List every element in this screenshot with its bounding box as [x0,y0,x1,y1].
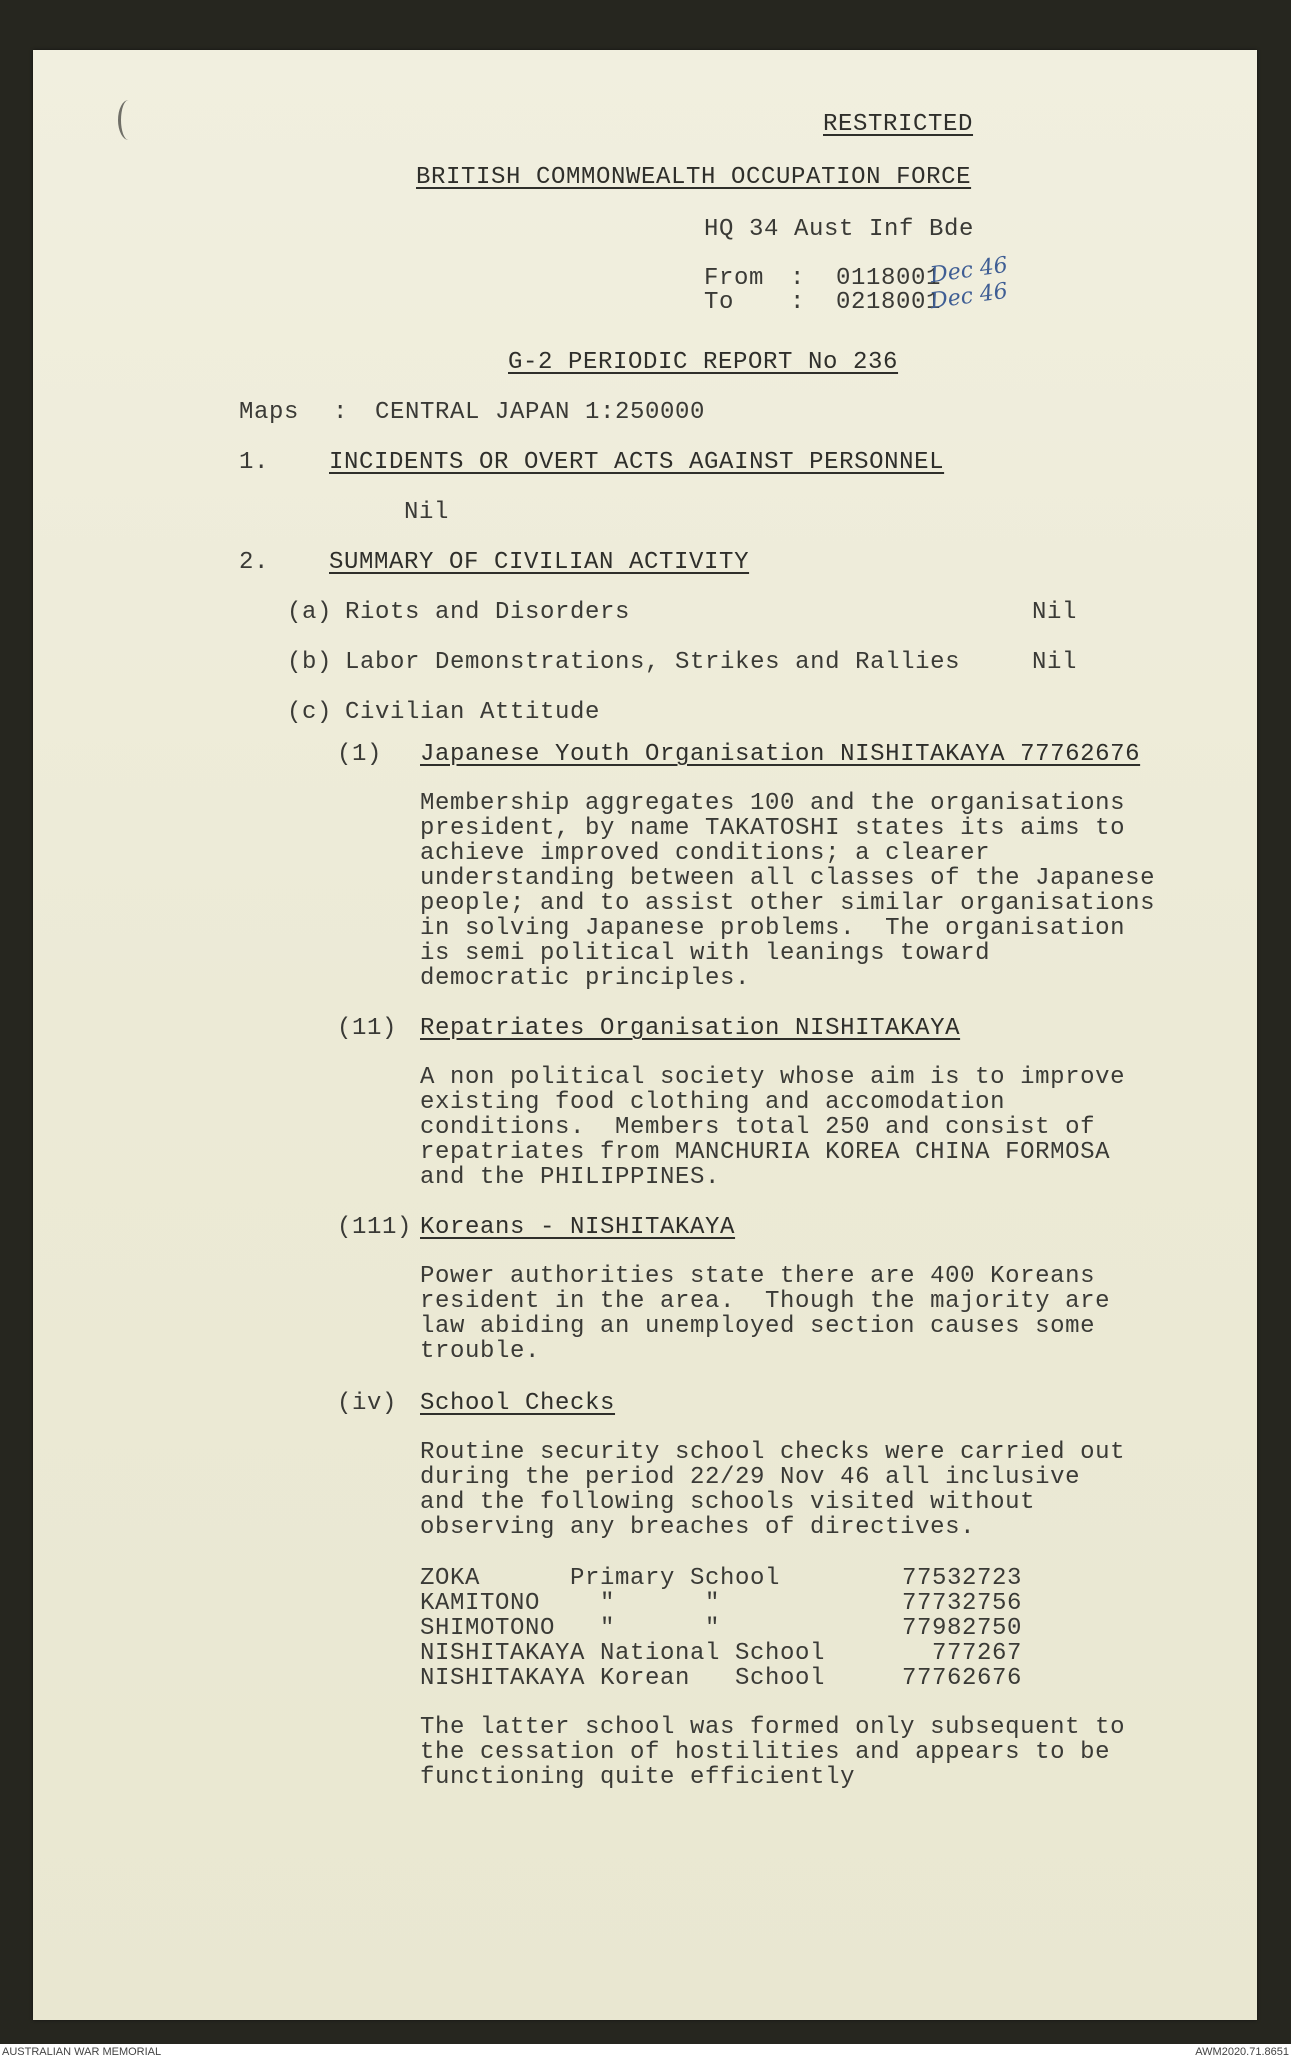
school-name: ZOKA Primary School [420,1565,781,1592]
school-grid-ref: 77982750 [901,1615,1022,1642]
to-label: To [704,289,735,316]
subitem-heading: Koreans - NISHITAKAYA [420,1214,736,1241]
to-handwritten-date: Dec 46 [928,278,1010,315]
item-b-value: Nil [1032,649,1078,676]
paragraph-line: Power authorities state there are 400 Koreans [420,1263,1096,1290]
paragraph-line: is semi political with leanings toward [420,940,991,967]
subitem-heading: Repatriates Organisation NISHITAKAYA [420,1015,961,1042]
item-c-label: (c) [287,699,333,726]
school-grid-ref: 77532723 [901,1565,1022,1592]
section-2-heading: SUMMARY OF CIVILIAN ACTIVITY [329,549,750,576]
item-b-text: Labor Demonstrations, Strikes and Rallies [345,649,961,676]
paragraph-line: achieve improved conditions; a clearer [420,840,991,867]
paragraph-line: president, by name TAKATOSHI states its aims to [420,815,1126,842]
item-b-label: (b) [287,649,333,676]
school-name: KAMITONO " " [420,1590,721,1617]
subitem-label: (1) [337,741,383,768]
to-colon: : [790,289,806,316]
footer-bar [0,2044,1291,2061]
paragraph-line: understanding between all classes of the Japanese [420,865,1156,892]
closing-line: the cessation of hostilities and appears to be [420,1739,1111,1766]
school-grid-ref: 77732756 [901,1590,1022,1617]
from-colon: : [790,265,806,292]
from-value: 0118001 [836,265,942,292]
item-c-text: Civilian Attitude [345,699,601,726]
maps-colon: : [333,399,349,426]
section-1-number: 1. [239,449,270,476]
item-a-text: Riots and Disorders [345,599,631,626]
item-a-value: Nil [1032,599,1078,626]
subitem-label: (iv) [337,1390,398,1417]
section-1-heading: INCIDENTS OR OVERT ACTS AGAINST PERSONNEL [329,449,945,476]
maps-label: Maps [239,399,300,426]
school-name: NISHITAKAYA Korean School [420,1665,826,1692]
from-handwritten-date: Dec 46 [928,252,1010,289]
paragraph-line: Membership aggregates 100 and the organisations [420,790,1126,817]
maps-value: CENTRAL JAPAN 1:250000 [375,399,706,426]
paragraph-line: resident in the area. Though the majority are [420,1288,1111,1315]
subitem-heading: School Checks [420,1390,616,1417]
classification: RESTRICTED [823,111,974,138]
paragraph-line: existing food clothing and accomodation [420,1089,1006,1116]
item-a-label: (a) [287,599,333,626]
paragraph-line: democratic principles. [420,965,751,992]
subitem-label: (11) [337,1015,398,1042]
paragraph-line: repatriates from MANCHURIA KOREA CHINA FORMOSA [420,1139,1111,1166]
paragraph-line: and the following schools visited without [420,1489,1036,1516]
paragraph-line: A non political society whose aim is to improve [420,1064,1126,1091]
closing-line: The latter school was formed only subsequent to [420,1714,1126,1741]
paragraph-line: in solving Japanese problems. The organisation [420,915,1126,942]
paragraph-line: conditions. Members total 250 and consist of [420,1114,1096,1141]
paragraph-line: during the period 22/29 Nov 46 all inclusive [420,1464,1081,1491]
closing-line: functioning quite efficiently [420,1764,856,1791]
paragraph-line: and the PHILIPPINES. [420,1164,721,1191]
section-1-value: Nil [404,499,450,526]
from-label: From [704,265,765,292]
school-name: NISHITAKAYA National School [420,1640,826,1667]
subitem-label: (111) [337,1214,413,1241]
paragraph-line: observing any breaches of directives. [420,1514,976,1541]
section-2-number: 2. [239,549,270,576]
organisation-title: BRITISH COMMONWEALTH OCCUPATION FORCE [416,164,972,191]
report-title: G-2 PERIODIC REPORT No 236 [508,349,899,376]
paragraph-line: law abiding an unemployed section causes some [420,1313,1096,1340]
school-name: SHIMOTONO " " [420,1615,721,1642]
to-value: 0218001 [836,289,942,316]
footer-credit: AUSTRALIAN WAR MEMORIAL [2,2046,162,2058]
subitem-heading: Japanese Youth Organisation NISHITAKAYA 77762676 [420,741,1141,768]
paragraph-line: Routine security school checks were carried out [420,1439,1126,1466]
paragraph-line: trouble. [420,1338,541,1365]
school-grid-ref: 77762676 [901,1665,1022,1692]
school-grid-ref: 777267 [931,1640,1022,1667]
footer-accession-number: AWM2020.71.8651 [1195,2046,1289,2058]
punch-hole-mark [118,100,139,140]
paragraph-line: people; and to assist other similar organisations [420,890,1156,917]
unit: HQ 34 Aust Inf Bde [704,216,975,243]
